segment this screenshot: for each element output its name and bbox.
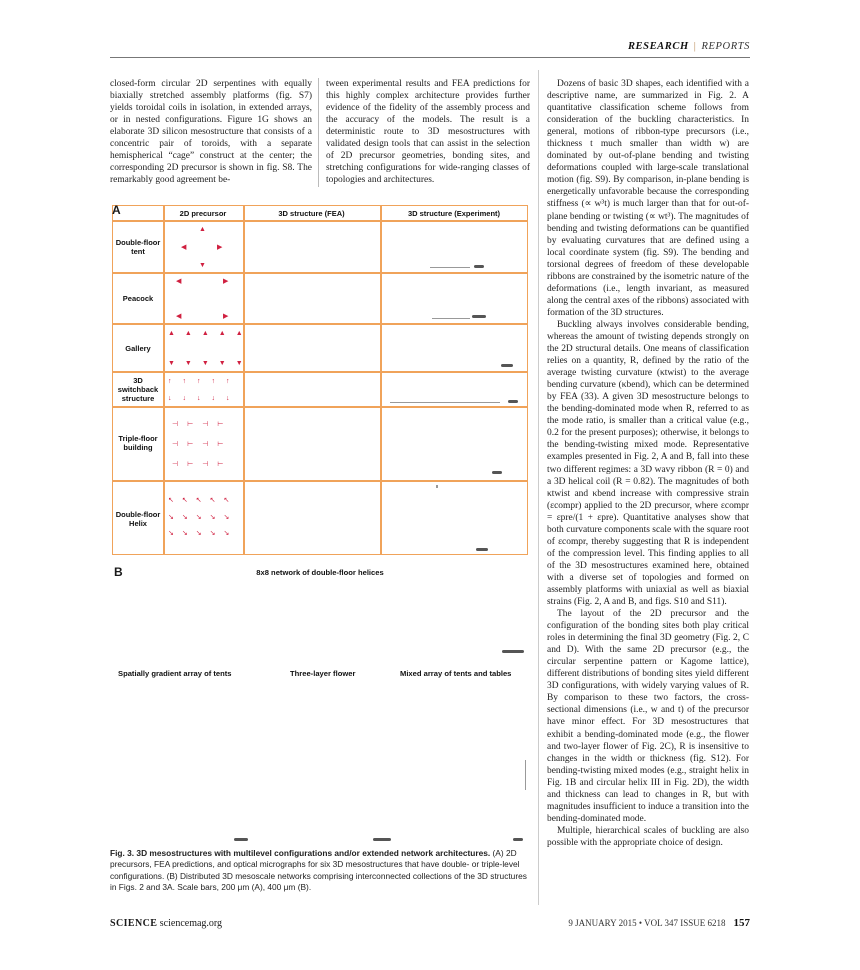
scale-bar [501,364,513,367]
row-label-tent: Double-floor tent [115,238,161,256]
table-vline-3 [380,205,382,555]
figure-caption [110,848,530,893]
row-label-switchback: 3D switchback structure [117,376,159,403]
scale-bar [472,315,486,318]
arrow-icon: ◀ [176,277,182,285]
footer-journal [110,918,222,929]
arrow-row-icon: ↖↖↖↖↖ [168,496,238,504]
image-speck [525,760,526,790]
table-header-line [112,220,528,222]
arrow-icon: ▶ [223,312,229,320]
arrow-icon: ▲ [199,225,206,233]
scale-bar [513,838,523,841]
arrow-icon: ▼ [199,261,206,269]
column-divider-right [538,70,539,905]
arrow-row-icon: ⊣⊢⊣⊢ [172,460,233,468]
col3-paragraph-3: The layout of the 2D precursor and the configuration of the bonding sites both play critical roles in determining the final 3D geometry (Fig. 2, C and D). With the same 2D precursor (e.g., the circular serpentine pattern or Kagome lattice), different distributions of bonding sites yield different 3D configurations, with widely varying values of R. By comparison to these two factors, the cross-sectional dimensions (i.e., w and t) of the precursor have minor effect. For 3D mesostructures that exhibit a bending-dominated mode (e.g., the flower and two-layer flower of Fig. 2C), R is insensitive to changes in the width or thickness (fig. S12). For bending-twisting mixed modes (e.g., straight helix in Fig. 1B and circular helix III in Fig. 2D), the width and thickness can lead to changes in R, but with magnitudes insufficient to induce a transition into the bending-dominated mode. [547,609,749,824]
scale-bar [508,400,518,403]
arrow-icon: ◀ [176,312,182,320]
table-vline-2 [243,205,245,555]
col3-paragraph-2: Buckling always involves considerable bending, whereas the amount of twisting depends strongly on the 2D structural details. One means of classification relies on a quantity, R, defined by the ratio of the average twisting curvature (κtwist) to the average bending curvature (κbend), which can be determined by FEA (33). A given 3D mesostructure belongs to the bending-dominated mode when R, referred to as the mode ratio, is smaller than a critical value (e.g., 0.2 for the present purposes); otherwise, it belongs to the bending-twisting mixed mode. Representative examples presented in Fig. 2, A and B, fall into these two different regimes: a 3D wavy ribbon (R = 0) and a 3D helical coil (R = 0.82). The magnitudes of both κtwist and κbend increase with compressive strain (εcompr) applied to the 2D precursor, where εcompr = εpre/(1 + εpre). Quantitative analyses show that both curvature components scale with the square root of εcompr, thereby suggesting that R is independent of the compression level. This finding applies to all of the 3D mesostructures examined here, obtained with a diverse set of topologies and formed on assembly platforms with uniaxial as well as biaxial strains (Fig. 2, A and B, and figs. S10 and S11). [547,319,749,608]
panel-b-title: 8x8 network of double-floor helices [256,568,384,577]
image-speck [432,318,470,319]
caption-title: Fig. 3. 3D mesostructures with multilevel configurations and/or extended network architectures. [110,848,491,858]
panel-b-sub-2: Three-layer flower [290,669,356,678]
caption-body: (A) 2D precursors, FEA predictions, and optical micrographs for six 3D mesostructures that have double- or triple-level configurations. (B) Distributed 3D mesoscale networks comprising interconnected collections of the 3D structures in Figs. 2 and 3A. Scale bars, 200 μm (A), 400 μm (B). [110,848,527,892]
table-hline-2 [112,323,528,325]
arrow-row-icon: ▼▼▼▼▼ [168,359,253,367]
arrow-row-icon: ⊣⊢⊣⊢ [172,420,233,428]
panel-b-sub-3: Mixed array of tents and tables [400,669,512,678]
table-hline-5 [112,480,528,482]
image-speck [390,402,500,403]
header-rule [110,57,750,58]
arrow-row-icon: ↓↓↓↓↓ [168,394,241,402]
image-speck [436,485,438,488]
scale-bar [492,471,502,474]
page-number: 157 [733,917,750,929]
row-label-helix: Double-floor Helix [115,510,161,528]
text-column-1 [110,78,312,186]
footer-issue [568,917,750,929]
table-hline-1 [112,272,528,274]
arrow-icon: ▶ [223,277,229,285]
row-label-building: Triple-floor building [118,434,158,452]
scale-bar [502,650,524,653]
running-header [628,41,750,52]
scale-bar [373,838,391,841]
col3-paragraph-4: Multiple, hierarchical scales of buckling are also possible with the appropriate choice of design. [547,825,749,848]
table-vline-1 [163,205,165,555]
col-header-exp: 3D structure (Experiment) [407,209,501,218]
col-header-2d: 2D precursor [179,209,227,218]
arrow-icon: ▶ [217,243,223,251]
arrow-icon: ◀ [181,243,187,251]
arrow-row-icon: ▲▲▲▲▲ [168,329,253,337]
image-speck [430,267,470,268]
panel-b-label: B [114,565,123,579]
column-divider [318,78,319,187]
col2-paragraph: tween experimental results and FEA predictions for this highly complex architecture provides further evidence of the fidelity of the assembly process and the accuracy of the models. The result is a deterministic route to 3D mesostructures with validated design tools that can assist in the selection of 2D precursor geometries, bonding sites, and stretching configurations for wide-ranging classes of topologies and architectures. [326,79,530,186]
table-hline-3 [112,371,528,373]
text-column-2 [326,78,530,186]
arrow-row-icon: ↑↑↑↑↑ [168,377,241,385]
scale-bar [476,548,488,551]
scale-bar [474,265,484,268]
row-label-peacock: Peacock [122,294,154,303]
journal-name: SCIENCE [110,918,158,929]
header-separator: | [693,41,697,52]
row-label-gallery: Gallery [125,344,151,353]
issue-info: 9 JANUARY 2015 • VOL 347 ISSUE 6218 [568,918,726,928]
arrow-row-icon: ⊣⊢⊣⊢ [172,440,233,448]
col1-paragraph: closed-form circular 2D serpentines with equally biaxially stretched assembly platforms (fig. S7) yields toroidal coils in isolation, in extended arrays, or in nested configurations. Figure 1G shows an elaborate 3D silicon mesostructure that consists of a concentric pair of toroids, with a separate hemispherical “cage” construct at the center; the corresponding 2D precursor is shown in fig. S8. The remarkably good agreement be- [110,79,312,186]
panel-b-sub-1: Spatially gradient array of tents [118,669,232,678]
arrow-row-icon: ↘↘↘↘↘ [168,529,238,537]
panel-a-label: A [112,203,121,217]
text-column-3 [547,78,749,849]
table-hline-4 [112,406,528,408]
header-section: RESEARCH [627,41,689,52]
arrow-row-icon: ↘↘↘↘↘ [168,513,238,521]
scale-bar [234,838,248,841]
header-type: REPORTS [701,41,750,52]
journal-site: sciencemag.org [159,918,223,929]
col-header-fea: 3D structure (FEA) [278,209,345,218]
col3-paragraph-1: Dozens of basic 3D shapes, each identified with a descriptive name, are summarized in Fig. 2. A quantitative classification scheme follows from consideration of the buckling characteristics. In general, motions of ribbon-type precursors (i.e., thickness t much smaller than width w) are dominated by out-of-plane bending and twisting deformations coupled with large-scale translational motion (fig. S9). By comparison, in-plane bending is energetically unfavorable because the corresponding stiffness (∝ w³t) is much larger than that for out-of-plane bending or twisting (∝ wt³). The magnitudes of bending and twisting deformations can be quantified by evaluating curvatures that are defined using a local coordinate system (fig. S9). The bending and torsional degrees of freedom of these developable ribbons are constrained by the isometric nature of the deformations (i.e., length invariant, as measured along the central axes of the ribbons) associated with formation of the 3D structures. [547,79,749,318]
